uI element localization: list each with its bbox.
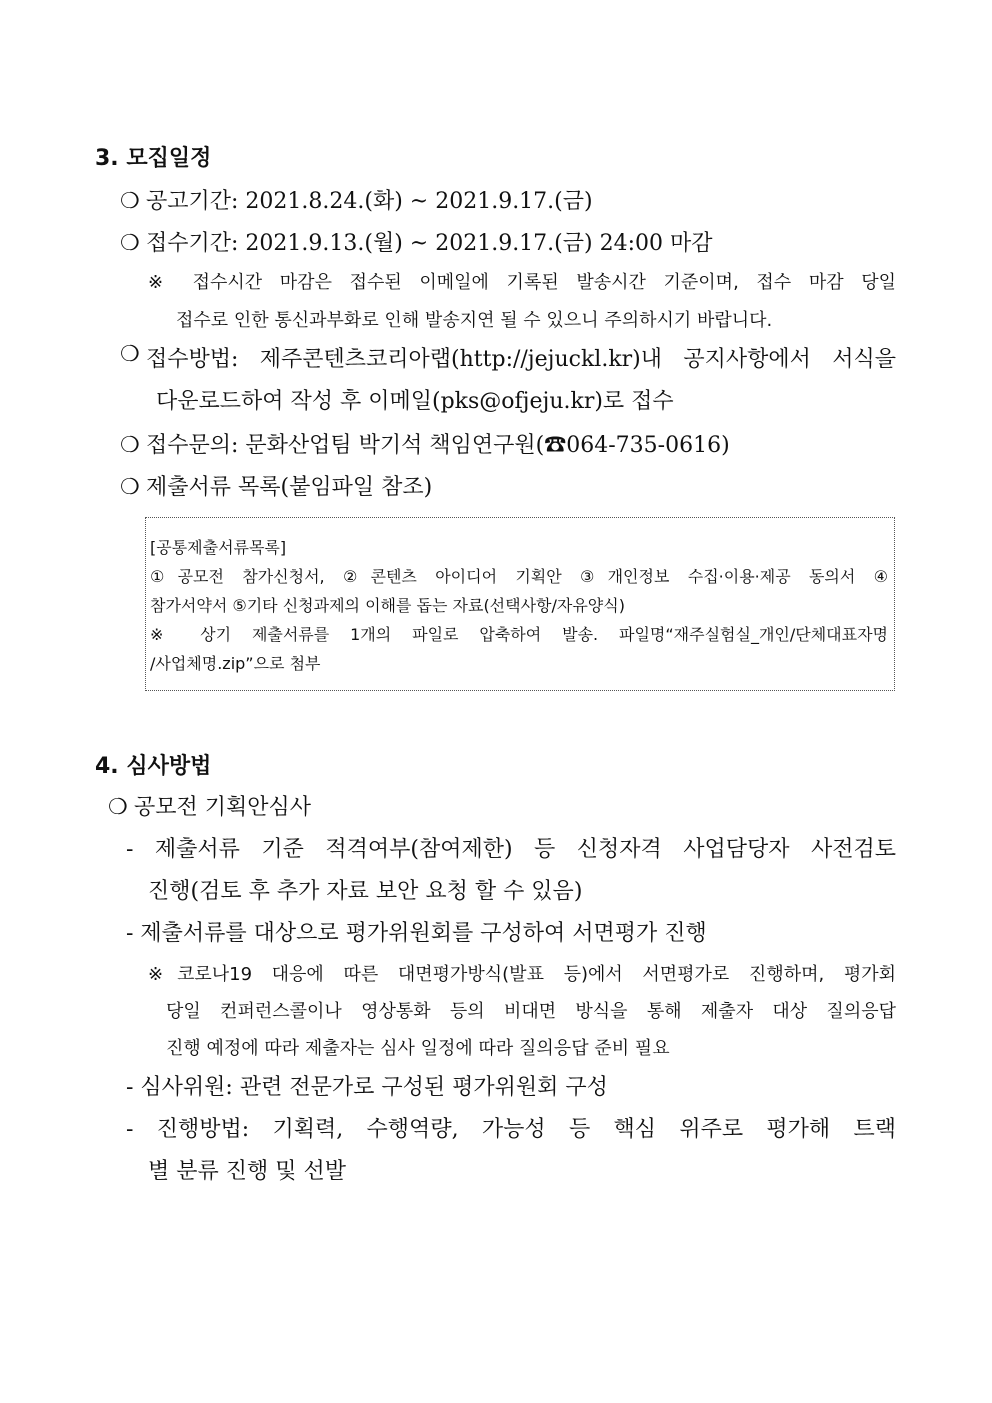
documents-text: 제출서류 목록(붙임파일 참조) [146,475,433,500]
submission-period-item [120,226,712,257]
review-detail-1-line-1: - 제출서류 기준 적격여부(참여제한) 등 신청자격 사업담당자 사전검토 [126,837,896,862]
circle-bullet-icon: ❍ [120,231,140,256]
section-4-title: 4. 심사방법 [95,754,212,779]
inquiry-item [120,428,730,459]
submission-method-line-1: 접수방법: 제주콘텐츠코리아랩(http://jejuckl.kr)내 공지사항에서 서식을 [146,347,896,372]
review-item-text: 공모전 기획안심사 [134,795,312,820]
notice-period-text: 공고기간: 2021.8.24.(화) ~ 2021.9.17.(금) [146,189,593,214]
review-detail-3: - 심사위원: 관련 전문가로 구성된 평가위원회 구성 [126,1075,608,1100]
inquiry-text: 접수문의: 문화산업팀 박기석 책임연구원(☎064-735-0616) [146,433,730,458]
submission-method-line-2: 다운로드하여 작성 후 이메일(pks@ofjeju.kr)로 접수 [156,389,674,414]
notice-period-item [120,184,593,215]
review-detail-4-line-1: - 진행방법: 기획력, 수행역량, 가능성 등 핵심 위주로 평가해 트랙 [126,1117,896,1142]
submission-period-text: 접수기간: 2021.9.13.(월) ~ 2021.9.17.(금) 24:00 마감 [146,231,713,256]
submission-note-line-2: 접수로 인한 통신과부화로 인해 발송지연 될 수 있으니 주의하시기 바랍니다. [176,310,773,331]
review-detail-1-line-2: 진행(검토 후 추가 자료 보안 요청 할 수 있음) [148,879,583,904]
box-line-5: /사업체명.zip”으로 첨부 [150,654,321,673]
submission-note-line-1: ※ 접수시간 마감은 접수된 이메일에 기록된 발송시간 기준이며, 접수 마감 당일 [148,272,896,293]
review-note-line-3: 진행 예정에 따라 제출자는 심사 일정에 따라 질의응답 준비 필요 [166,1038,670,1059]
circle-bullet-icon: ❍ [120,475,140,500]
documents-item [120,470,432,501]
circle-bullet-icon: ❍ [120,189,140,214]
circle-bullet-icon: ❍ [120,433,140,458]
section-3-title: 3. 모집일정 [95,146,212,171]
circle-bullet-icon: ❍ [120,342,140,367]
box-line-3: 참가서약서 ⑤기타 신청과제의 이해를 돕는 자료(선택사항/자유양식) [150,596,625,615]
submission-method-item [120,342,896,373]
box-line-1: [공통제출서류목록] [150,538,287,557]
circle-bullet-icon: ❍ [108,795,128,820]
box-line-4: ※ 상기 제출서류를 1개의 파일로 압축하여 발송. 파일명“재주실험실_개인/단체대표자명 [150,625,888,644]
review-detail-4-line-2: 별 분류 진행 및 선발 [148,1159,346,1184]
review-note-line-2: 당일 컨퍼런스콜이나 영상통화 등의 비대면 방식을 통해 제출자 대상 질의응답 [166,1001,896,1022]
review-note-line-1: ※코로나19 대응에 따른 대면평가방식(발표 등)에서 서면평가로 진행하며, 평가회 [148,964,896,985]
box-line-2: ①공모전 참가신청서, ②콘텐츠 아이디어 기획안 ③개인정보 수집·이용·제공 동의서 ④ [150,567,888,586]
review-detail-2: - 제출서류를 대상으로 평가위원회를 구성하여 서면평가 진행 [126,921,707,946]
review-item [108,790,311,821]
